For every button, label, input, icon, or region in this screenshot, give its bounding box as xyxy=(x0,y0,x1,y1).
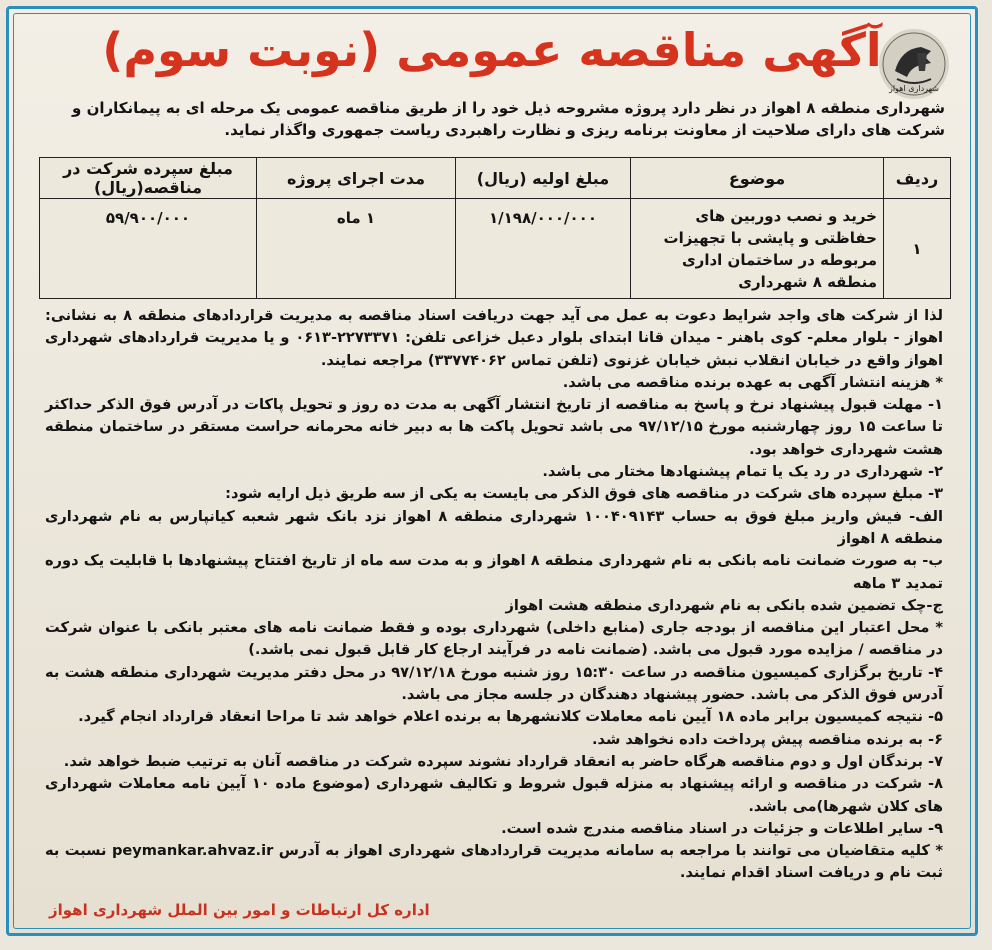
cell-deposit-amount: ۵۹/۹۰۰/۰۰۰ xyxy=(40,199,257,299)
paragraph-item-9: ۹- سایر اطلاعات و جزئیات در اسناد مناقصه مندرج شده است. xyxy=(501,819,943,837)
paragraph-item-6: ۶- به برنده مناقصه پیش پرداخت داده نخواهد شد. xyxy=(592,730,943,748)
table-header-row xyxy=(40,158,951,199)
tender-notice xyxy=(6,6,978,936)
paragraph-cost: * هزینه انتشار آگهی به عهده برنده مناقصه می باشد. xyxy=(562,373,943,391)
header-deposit-amount: مبلغ سپرده شرکت در مناقصه(ریال) xyxy=(40,158,257,199)
tender-table xyxy=(39,157,951,299)
paragraph-item-1: ۱- مهلت قبول پیشنهاد نرخ و پاسخ به مناقصه از تاریخ انتشار آگهی به مدت ده روز و تحویل پاکات در آدرس فوق الذکر حداکثر تا ساعت ۱۵ روز چهارشنبه مورخ ۹۷/۱۲/۱۵ می باشد تحویل پاکت ها به دبیر خانه محرمانه حراست مستقر در ساختمان منطقه هشت شهرداری خواهد بود. xyxy=(45,396,944,458)
cell-initial-amount: ۱/۱۹۸/۰۰۰/۰۰۰ xyxy=(456,199,631,299)
paragraph-item-3a: الف- فیش واریز مبلغ فوق به حساب ۱۰۰۴۰۹۱۴۳ شهرداری منطقه ۸ اهواز نزد بانک شهر شعبه کیانپارس به نام شهرداری منطقه ۸ اهواز xyxy=(45,507,943,547)
intro-text: شهرداری منطقه ۸ اهواز در نظر دارد پروژه مشروحه ذیل خود را از طریق مناقصه عمومی یک مرحله ای به پیمانکاران و شرکت های دارای صلاحیت از معاونت برنامه ریزی و نظارت راهبردی ریاست جمهوری واگذار نماید. xyxy=(72,99,945,139)
paragraph-invitation: لذا از شرکت های واجد شرایط دعوت به عمل می آید جهت دریافت اسناد مناقصه به مدیریت قراردادهای منطقه ۸ به نشانی: اهواز - بلوار معلم- کوی باهنر - میدان قانا ابتدای بلوار دعبل خزاعی تلفن: ۲۲۷۳۳۷۱-۰۶۱۳ و یا مدیریت قراردادهای شهرداری اهواز واقع در خیابان انقلاب نبش خیابان غزنوی (تلفن تماس ۳۳۷۷۴۰۶۲) مراجعه نمایند. xyxy=(45,307,943,369)
paragraph-item-8: ۸- شرکت در مناقصه و ارائه پیشنهاد به منزله قبول شروط و تکالیف شهرداری (موضوع ماده ۱۰ آیین نامه معاملات شهرداری های کلان شهرها)می باشد. xyxy=(45,775,943,815)
paragraph-item-2: ۲- شهرداری در رد یک یا تمام پیشنهادها مختار می باشد. xyxy=(542,463,943,481)
paragraph-item-7: ۷- برندگان اول و دوم مناقصه هرگاه حاضر به انعقاد قرارداد نشوند سپرده شرکت در مناقصه آنان به ترتیب ضبط خواهد شد. xyxy=(63,752,943,770)
cell-duration: ۱ ماه xyxy=(257,199,456,299)
table-row xyxy=(40,199,951,299)
paragraph-item-4: ۴- تاریخ برگزاری کمیسیون مناقصه در ساعت ۱۵:۳۰ روز شنبه مورخ ۹۷/۱۲/۱۸ در محل دفتر مدیریت شهرداری منطقه هشت به آدرس فوق الذکر می باشد. حضور پیشنهاد دهندگان در جلسه مجاز می باشد. xyxy=(45,663,943,704)
cell-row-number: ۱ xyxy=(884,199,951,299)
svg-text:شهرداری اهواز: شهرداری اهواز xyxy=(889,84,939,93)
notice-title: آگهی مناقصه عمومی (نوبت سوم) xyxy=(102,23,882,77)
header-initial-amount: مبلغ اولیه (ریال) xyxy=(456,158,631,199)
footer-signature: اداره کل ارتباطات و امور بین الملل شهرداری اهواز xyxy=(49,901,430,919)
header-row-number: ردیف xyxy=(884,158,951,199)
paragraph-item-3: ۳- مبلغ سپرده های شرکت در مناقصه های فوق الذکر می بایست به یکی از سه طریق ذیل ارایه شود: xyxy=(225,485,943,503)
paragraph-item-3b: ب- به صورت ضمانت نامه بانکی به نام شهرداری منطقه ۸ اهواز و به مدت سه ماه از تاریخ افتتاح پیشنهادها با قابلیت یک دوره تمدید ۳ ماهه xyxy=(45,552,944,592)
header-duration: مدت اجرای پروژه xyxy=(257,158,456,199)
registration-text-before: * کلیه متقاضیان می توانند با مراجعه به سامانه مدیریت قراردادهای شهرداری اهواز به آدرس xyxy=(278,842,943,860)
cell-subject: خرید و نصب دوربین های حفاظتی و پایشی با تجهیزات مربوطه در ساختمان اداری منطقه ۸ شهرداری xyxy=(631,199,884,299)
paragraph-item-3c: ج-چک تضمین شده بانکی به نام شهرداری منطقه هشت اهواز xyxy=(505,596,943,614)
header-subject: موضوع xyxy=(631,158,884,199)
registration-text-after: نسبت به ثبت نام و دریافت اسناد اقدام نمایند. xyxy=(45,842,943,882)
paragraph-registration xyxy=(45,840,943,885)
notice-body xyxy=(45,305,943,885)
registration-link[interactable]: peymankar.ahvaz.ir xyxy=(111,842,274,860)
header xyxy=(9,9,975,97)
paragraph-budget: * محل اعتبار این مناقصه از بودجه جاری (منابع داخلی) شهرداری بوده و فقط ضمانت نامه های معتبر بانکی با عنوان شرکت در مناقصه / مزایده مورد قبول می باشد. (ضمانت نامه در فرآیند ارجاع کار قابل قبول نمی باشد.) xyxy=(45,619,943,659)
paragraph-item-5: ۵- نتیجه کمیسیون برابر ماده ۱۸ آیین نامه معاملات کلانشهرها به برنده اعلام خواهد شد تا مراحا انعقاد قرارداد انجام گیرد. xyxy=(78,708,943,726)
